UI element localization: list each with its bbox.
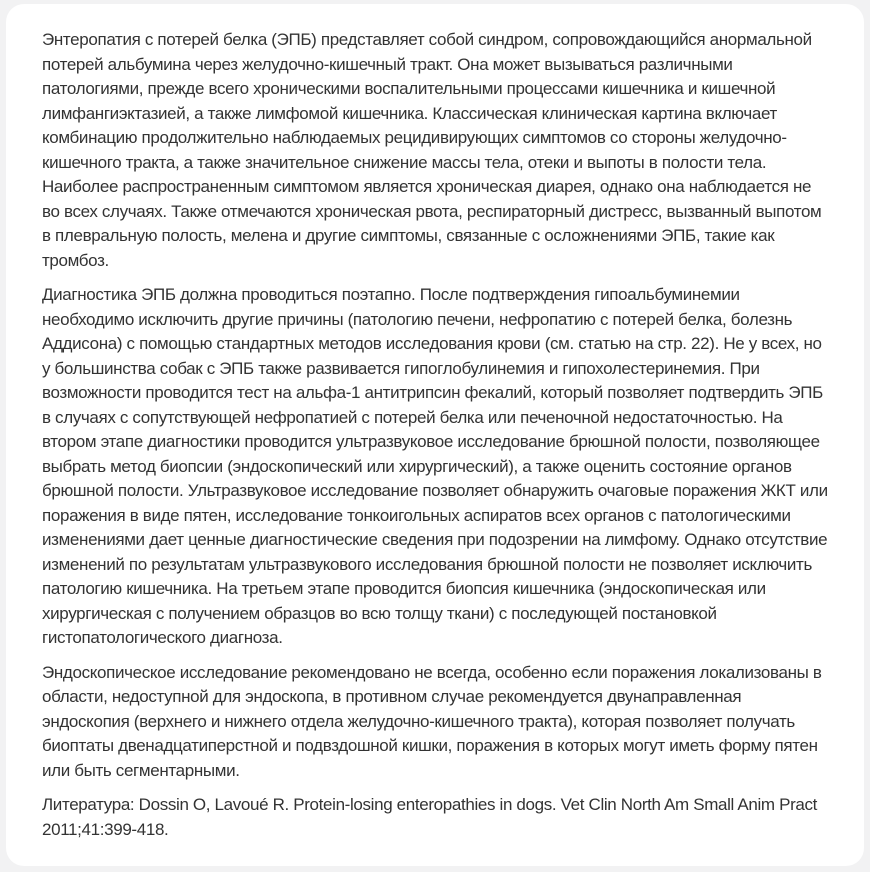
paragraph-references: Литература: Dossin O, Lavoué R. Protein-losing enteropathies in dogs. Vet Clin North Am Small Anim Pract 2011;41:399-418. [42,795,818,839]
paragraph-diagnostics: Диагностика ЭПБ должна проводиться поэтапно. После подтверждения гипоальбуминемии необходимо исключить другие причины (патологию печени, нефропатию с потерей белка, болезнь Аддисона) с помощью стандартных методов исследования крови (см. статью на стр. 22). Не у всех, но у большинства собак с ЭПБ также развивается гипоглобулинемия и гипохолестеринемия. При возможности проводится тест на альфа-1 антитрипсин фекалий, который позволяет подтвердить ЭПБ в случаях с сопутствующей нефропатией с потерей белка или печеночной недостаточностью. На втором этапе диагностики проводится ультразвуковое исследование брюшной полости, позволяющее выбрать метод биопсии (эндоскопический или хирургический), а также оценить состояние органов брюшной полости. Ультразвуковое исследование позволяет обнаружить очаговые поражения ЖКТ или поражения в виде пятен, исследование тонкоигольных аспиратов всех органов с патологическими изменениями дает ценные диагностические сведения при подозрении на лимфому. Однако отсутствие изменений по результатам ультразвукового исследования брюшной полости не позволяет исключить патологию кишечника. На третьем этапе проводится биопсия кишечника (эндоскопическая или хирургическая с получением образцов во всю толщу ткани) с последующей постановкой гистопатологического диагноза. [42,285,828,647]
article-card [6,4,864,866]
paragraph-endoscopy: Эндоскопическое исследование рекомендовано не всегда, особенно если поражения локализованы в области, недоступной для эндоскопа, в противном случае рекомендуется двунаправленная эндоскопия (верхнего и нижнего отдела желудочно-кишечного тракта), которая позволяет получать биоптаты двенадцатиперстной и подвздошной кишки, поражения в которых могут иметь форму пятен или быть сегментарными. [42,662,822,780]
paragraph-intro: Энтеропатия с потерей белка (ЭПБ) представляет собой синдром, сопровождающийся анормальной потерей альбумина через желудочно-кишечный тракт. Она может вызываться различными патологиями, прежде всего хроническими воспалительными процессами кишечника и кишечной лимфангиэктазией, а также лимфомой кишечника. Классическая клиническая картина включает комбинацию продолжительно наблюдаемых рецидивирующих симптомов со стороны желудочно-кишечного тракта, а также значительное снижение массы тела, отеки и выпоты в полости тела. Наиболее распространенным симптомом является хроническая диарея, однако она наблюдается не во всех случаях. Также отмечаются хроническая рвота, респираторный дистресс, вызванный выпотом в плевральную полость, мелена и другие симптомы, связанные с осложнениями ЭПБ, такие как тромбоз. [42,30,822,270]
